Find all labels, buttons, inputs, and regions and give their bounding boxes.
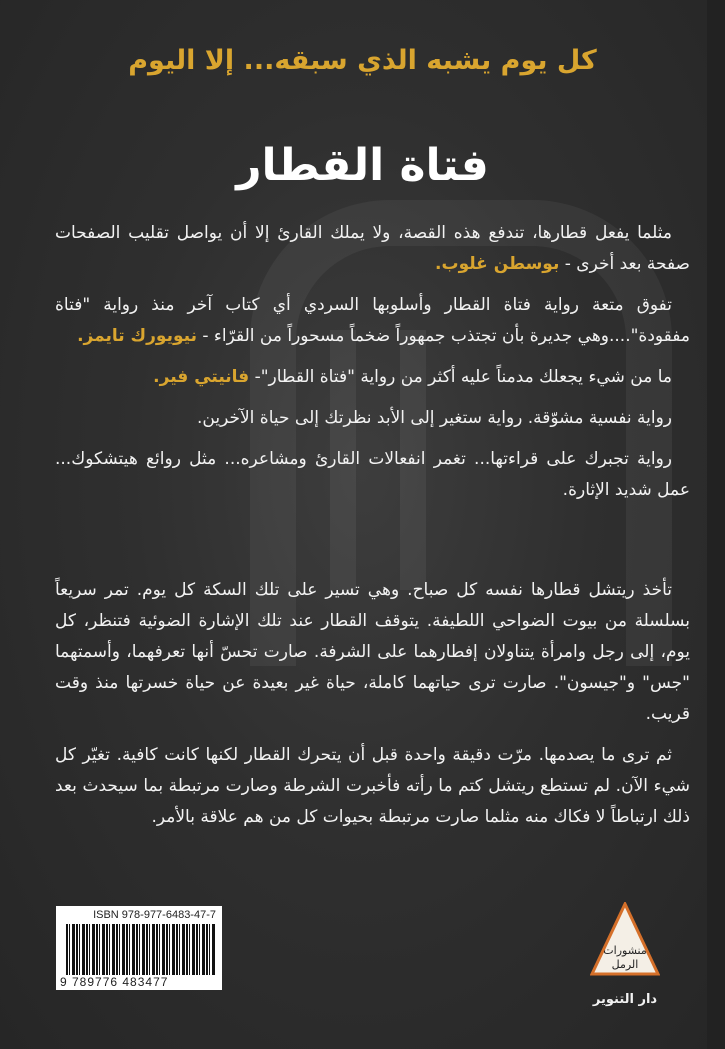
review-quote	[55, 218, 690, 280]
synopsis-section	[55, 575, 690, 843]
reviews-section	[55, 218, 690, 516]
review-text: مثلما يفعل قطارها، تندفع هذه القصة، ولا يملك القارئ إلا أن يواصل تقليب الصفحات صفحة بعد أخرى -	[55, 223, 690, 274]
review-source: بوسطن غلوب.	[435, 254, 560, 274]
review-quote	[55, 362, 690, 393]
isbn-number: ISBN 978-977-6483-47-7	[93, 909, 216, 921]
tagline: كل يوم يشبه الذي سبقه... إلا اليوم	[128, 45, 597, 76]
book-title: فتاة القطار	[236, 140, 489, 191]
synopsis-paragraph: ثم ترى ما يصدمها. مرّت دقيقة واحدة قبل أن يتحرك القطار لكنها كانت كافية. تغيّر كل شيء الآن. لم تستطع ريتشل كتم ما رأته فأخبرت الشرطة وصارت مرتبطة بما سيحدث بعد ذلك ارتباطاً لا فكاك منه مثلما صارت مرتبطة بحيوات كل من هم علاقة بالأمر.	[55, 745, 690, 827]
review-quote	[55, 403, 690, 434]
review-text: رواية تجبرك على قراءتها... تغمر انفعالات القارئ ومشاعره... مثل روائع هيتشكوك... عمل شديد الإثارة.	[55, 449, 690, 500]
review-quote	[55, 290, 690, 352]
svg-text:منشورات: منشورات	[603, 944, 647, 957]
review-text: رواية نفسية مشوّقة. رواية ستغير إلى الأبد نظرتك إلى حياة الآخرين.	[197, 408, 672, 428]
publisher-logo-icon	[590, 902, 660, 976]
review-text: ما من شيء يجعلك مدمناً عليه أكثر من رواية "فتاة القطار"-	[249, 367, 672, 387]
review-source: فانيتي فير.	[153, 367, 250, 387]
review-source: نيويورك تايمز.	[77, 326, 197, 346]
synopsis-paragraph: تأخذ ريتشل قطارها نفسه كل صباح. وهي تسير على تلك السكة كل يوم. تمر سريعاً بسلسلة من بيوت الضواحي اللطيفة. يتوقف القطار عند تلك الإشارة الضوئية فتنظر، كل يوم، إلى رجل وامرأة يتناولان إفطارهما على الشرفة. صارت تحسّ أنها تعرفهما، وأسمتهما "جس" و"جيسون". صارت ترى حياتهما كاملة، حياة غير بعيدة عن حياة خسرتها منذ وقت قريب.	[55, 580, 690, 724]
isbn-barcode	[56, 906, 222, 990]
review-text: تفوق متعة رواية فتاة القطار وأسلوبها السردي أي كتاب آخر منذ رواية "فتاة مفقودة"....وهي جديرة بأن تجتذب جمهوراً ضخماً مسحوراً من القرّاء -	[55, 295, 690, 346]
review-quote	[55, 444, 690, 506]
svg-text:الرمل: الرمل	[611, 958, 639, 971]
barcode-digits: 9 789776 483477	[60, 975, 218, 989]
publisher-name: دار التنوير	[592, 992, 658, 1007]
barcode-bars	[66, 924, 216, 976]
